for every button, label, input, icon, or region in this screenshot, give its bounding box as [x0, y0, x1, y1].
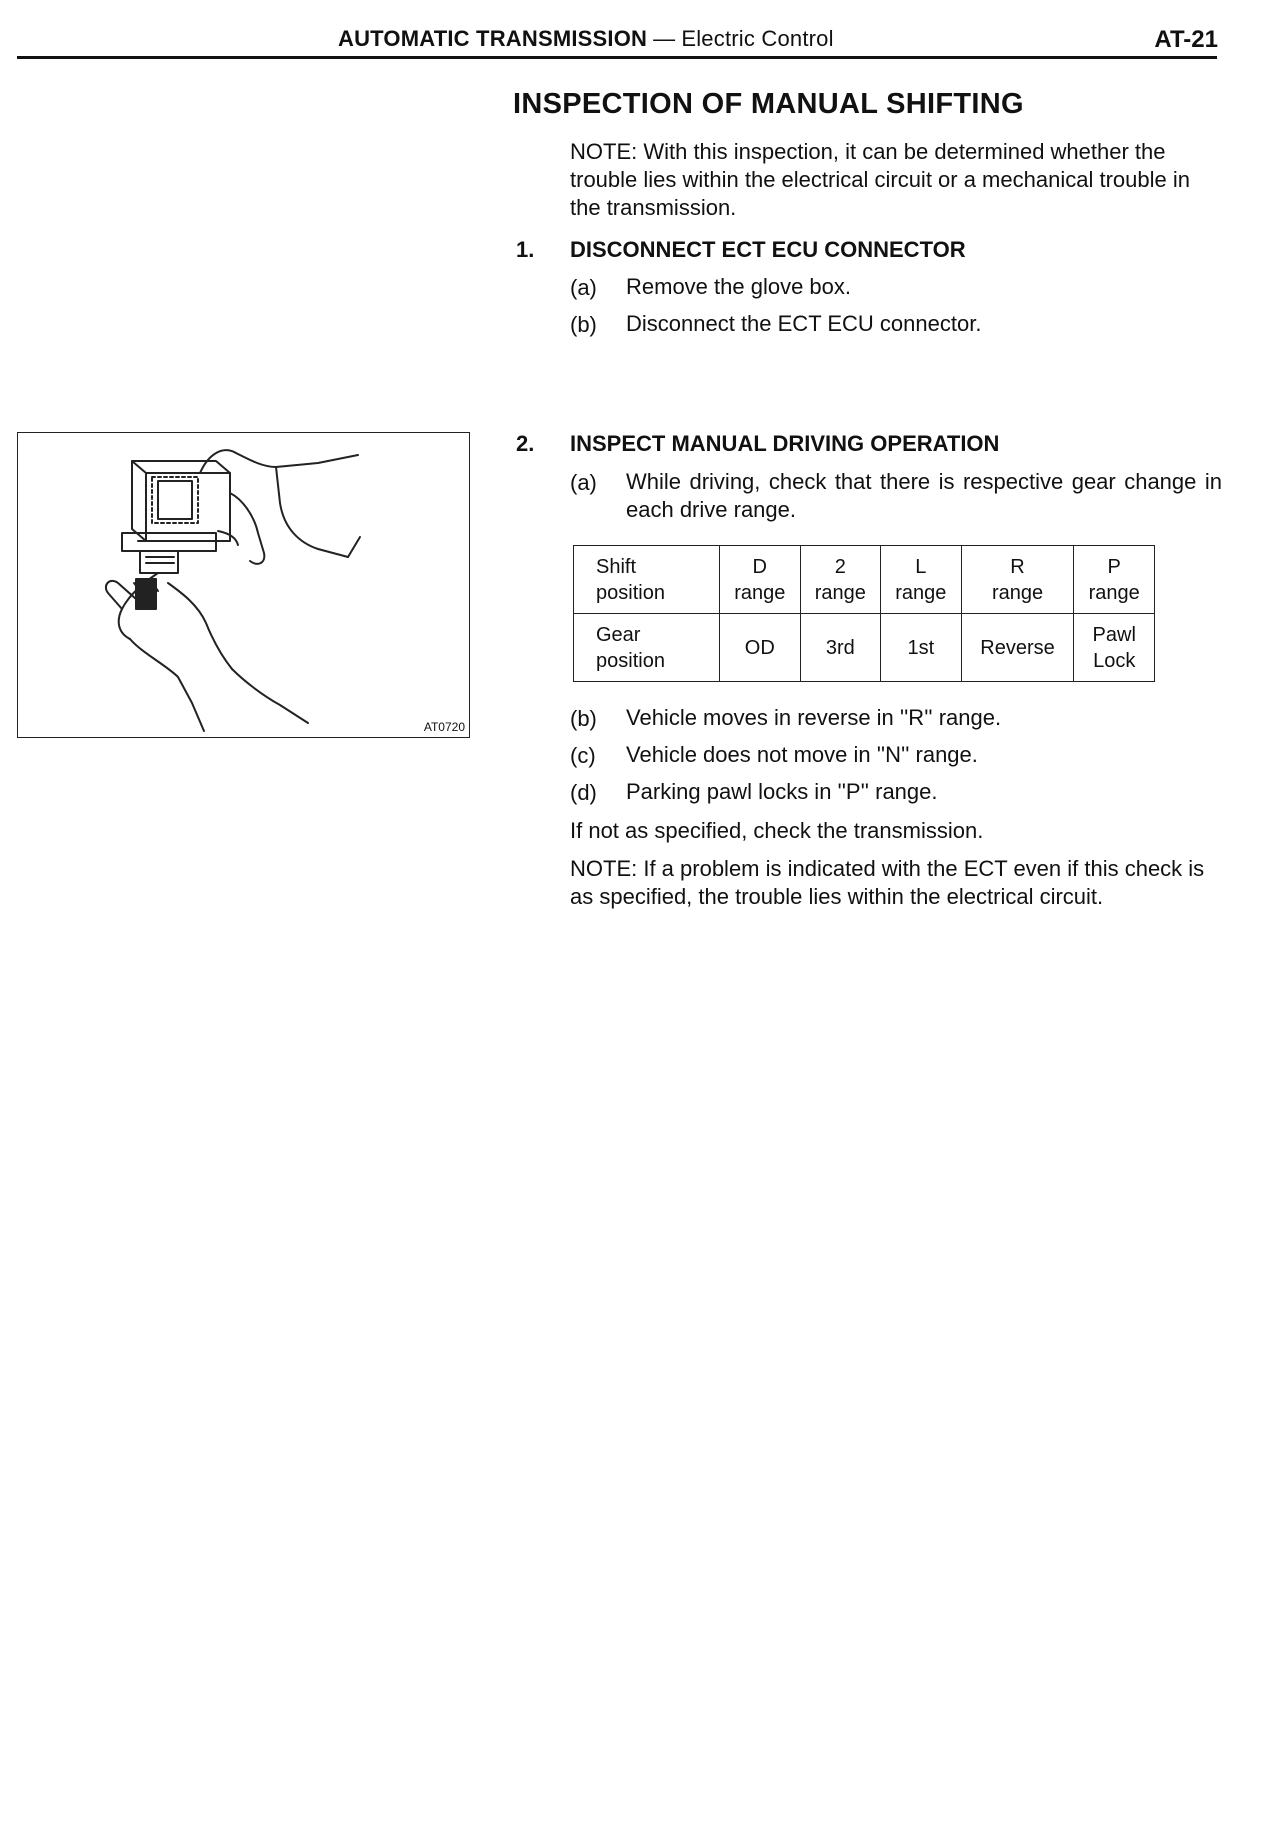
- table-cell-text: range: [895, 581, 947, 604]
- table-cell-text: R: [1010, 555, 1025, 578]
- table-cell-text: 1st: [907, 636, 935, 659]
- table-cell: [881, 614, 962, 682]
- table-row: [574, 614, 1155, 682]
- table-cell-text: range: [1088, 581, 1140, 604]
- table-cell-text: Gear: [596, 623, 641, 646]
- running-header: [338, 26, 834, 52]
- table-cell-text: 3rd: [825, 636, 855, 659]
- table-cell-text: L: [915, 555, 927, 578]
- table-cell: [881, 546, 962, 614]
- if-not-specified-text: If not as specified, check the transmission.: [570, 818, 984, 843]
- intro-note: NOTE: With this inspection, it can be determined whether the trouble lies within the electrical circuit or a mechanical trouble in the transmission.: [570, 139, 1190, 220]
- table-cell-text: OD: [744, 636, 775, 659]
- header-separator: —: [653, 26, 676, 51]
- table-cell-text: Lock: [1093, 649, 1136, 672]
- step-1b-label: (b): [570, 312, 597, 337]
- step-1a-label: (a): [570, 275, 597, 300]
- table-cell-text: position: [596, 581, 665, 604]
- section-title: INSPECTION OF MANUAL SHIFTING: [513, 88, 1024, 120]
- page-number: AT-21: [1154, 26, 1218, 53]
- header-section: AUTOMATIC TRANSMISSION: [338, 26, 648, 51]
- step-1a-text: Remove the glove box.: [626, 274, 852, 299]
- step-2c-label: (c): [570, 743, 596, 768]
- step-2b-label: (b): [570, 706, 597, 731]
- step-2-number: 2.: [516, 431, 535, 456]
- table-cell: [961, 546, 1074, 614]
- table-cell-text: Reverse: [980, 636, 1055, 659]
- table-cell-text: D: [752, 555, 767, 578]
- table-cell: [1074, 614, 1155, 682]
- table-cell: [1074, 546, 1155, 614]
- step-2-title: INSPECT MANUAL DRIVING OPERATION: [570, 431, 1000, 456]
- table-cell-text: Pawl: [1092, 623, 1136, 646]
- table-cell-text: position: [596, 649, 665, 672]
- step-2b-text: Vehicle moves in reverse in ''R'' range.: [626, 705, 1002, 730]
- table-cell-text: 2: [834, 555, 846, 578]
- step-2a-text: While driving, check that there is respective gear change in each drive range.: [626, 469, 1222, 522]
- step-2d-text: Parking pawl locks in ''P'' range.: [626, 779, 938, 804]
- table-cell: [720, 546, 801, 614]
- table-cell-text: range: [734, 581, 786, 604]
- table-row: [574, 546, 1155, 614]
- step-2d-label: (d): [570, 780, 597, 805]
- shift-gear-table: [573, 545, 1155, 682]
- step-2a-label: (a): [570, 470, 597, 495]
- step-2c-text: Vehicle does not move in ''N'' range.: [626, 742, 978, 767]
- header-subsection: Electric Control: [681, 26, 834, 51]
- table-cell: [800, 546, 881, 614]
- table-cell: [961, 614, 1074, 682]
- table-row-header: [574, 546, 720, 614]
- table-row-header: [574, 614, 720, 682]
- figure-code: AT0720: [423, 720, 465, 734]
- table-cell-text: P: [1107, 555, 1121, 578]
- hands-disconnecting-ecu-connector-illustration: [18, 433, 468, 736]
- table-cell-text: range: [814, 581, 866, 604]
- table-cell-text: Shift: [596, 555, 637, 578]
- table-cell: [720, 614, 801, 682]
- closing-note: NOTE: If a problem is indicated with the ECT even if this check is as specified, the trouble lies within the electrical circuit.: [570, 856, 1205, 909]
- figure-ecu-connector: [17, 432, 470, 738]
- table-cell: [800, 614, 881, 682]
- step-1-number: 1.: [516, 237, 535, 262]
- step-1-title: DISCONNECT ECT ECU CONNECTOR: [570, 237, 966, 262]
- header-rule: [17, 56, 1217, 59]
- table-cell-text: range: [991, 581, 1044, 604]
- step-1b-text: Disconnect the ECT ECU connector.: [626, 311, 982, 336]
